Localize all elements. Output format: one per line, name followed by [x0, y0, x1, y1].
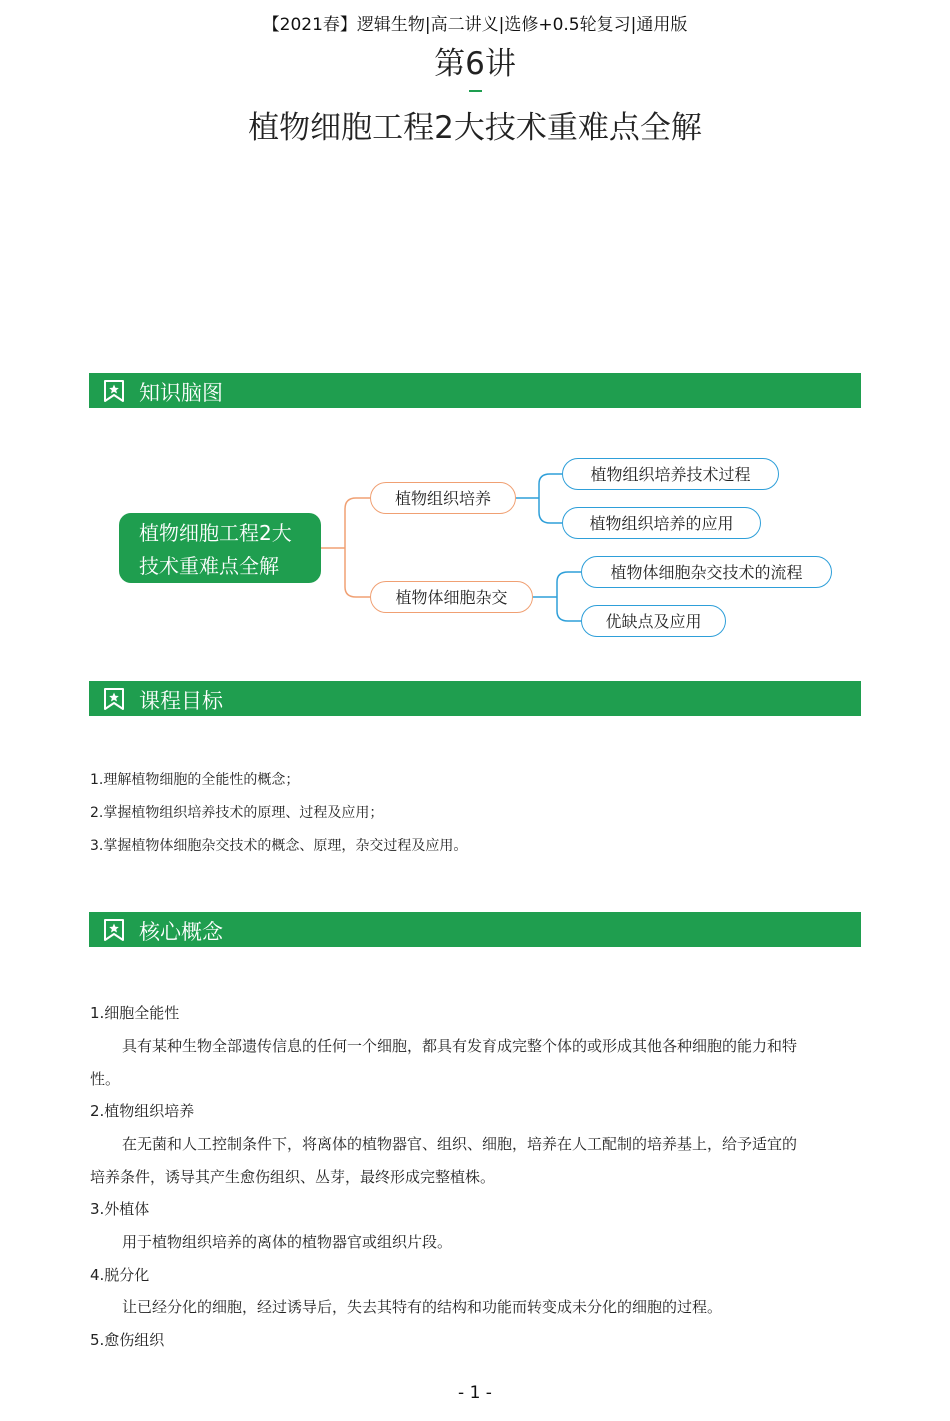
page-title: 植物细胞工程2大技术重难点全解 [248, 110, 702, 146]
goal-item: 3.掌握植物体细胞杂交技术的概念、原理，杂交过程及应用。 [90, 838, 468, 854]
mindmap-leaf-culture-process: 植物组织培养技术过程 [562, 458, 779, 490]
root-line-2: 技术重难点全解 [139, 554, 279, 578]
mindmap-leaf-hybridization-flow: 植物体细胞杂交技术的流程 [581, 556, 832, 588]
concept-body: 在无菌和人工控制条件下，将离体的植物器官、组织、细胞，培养在人工配制的培养基上，给予适宜的 [122, 1135, 798, 1153]
header-line: 【2021春】逻辑生物|高二讲义|选修+0.5轮复习|通用版 [262, 15, 688, 35]
section-title-mindmap: 知识脑图 [139, 381, 223, 405]
lecture-number: 第6讲 [434, 46, 516, 82]
concept-title: 1.细胞全能性 [90, 1004, 180, 1022]
concept-body: 性。 [90, 1070, 121, 1088]
concept-body: 让已经分化的细胞，经过诱导后，失去其特有的结构和功能而转变成未分化的细胞的过程。 [122, 1298, 723, 1316]
root-line-1: 植物细胞工程2大 [139, 521, 292, 545]
mindmap-branch-somatic-hybridization: 植物体细胞杂交 [370, 581, 533, 613]
concept-title: 2.植物组织培养 [90, 1102, 195, 1120]
section-header-goals [89, 681, 861, 716]
goal-item: 2.掌握植物组织培养技术的原理、过程及应用； [90, 805, 384, 821]
bookmark-star-icon [103, 918, 125, 942]
section-title-goals: 课程目标 [139, 689, 223, 713]
mindmap-leaf-culture-application: 植物组织培养的应用 [562, 507, 761, 539]
section-title-concepts: 核心概念 [139, 920, 223, 944]
goal-item: 1.理解植物细胞的全能性的概念； [90, 772, 300, 788]
bookmark-star-icon [103, 687, 125, 711]
page-number: - 1 - [458, 1383, 492, 1403]
concept-title: 3.外植体 [90, 1200, 150, 1218]
mindmap-leaf-pros-cons: 优缺点及应用 [581, 605, 726, 637]
concept-body: 用于植物组织培养的离体的植物器官或组织片段。 [122, 1233, 453, 1251]
mindmap-root-node [119, 513, 321, 583]
concept-title: 5.愈伤组织 [90, 1331, 165, 1349]
concept-title: 4.脱分化 [90, 1266, 150, 1284]
concept-body: 具有某种生物全部遗传信息的任何一个细胞，都具有发育成完整个体的或形成其他各种细胞的能力和特 [122, 1037, 798, 1055]
concept-body: 培养条件，诱导其产生愈伤组织、丛芽，最终形成完整植株。 [90, 1168, 496, 1186]
mindmap-branch-tissue-culture: 植物组织培养 [370, 482, 516, 514]
section-header-concepts [89, 912, 861, 947]
